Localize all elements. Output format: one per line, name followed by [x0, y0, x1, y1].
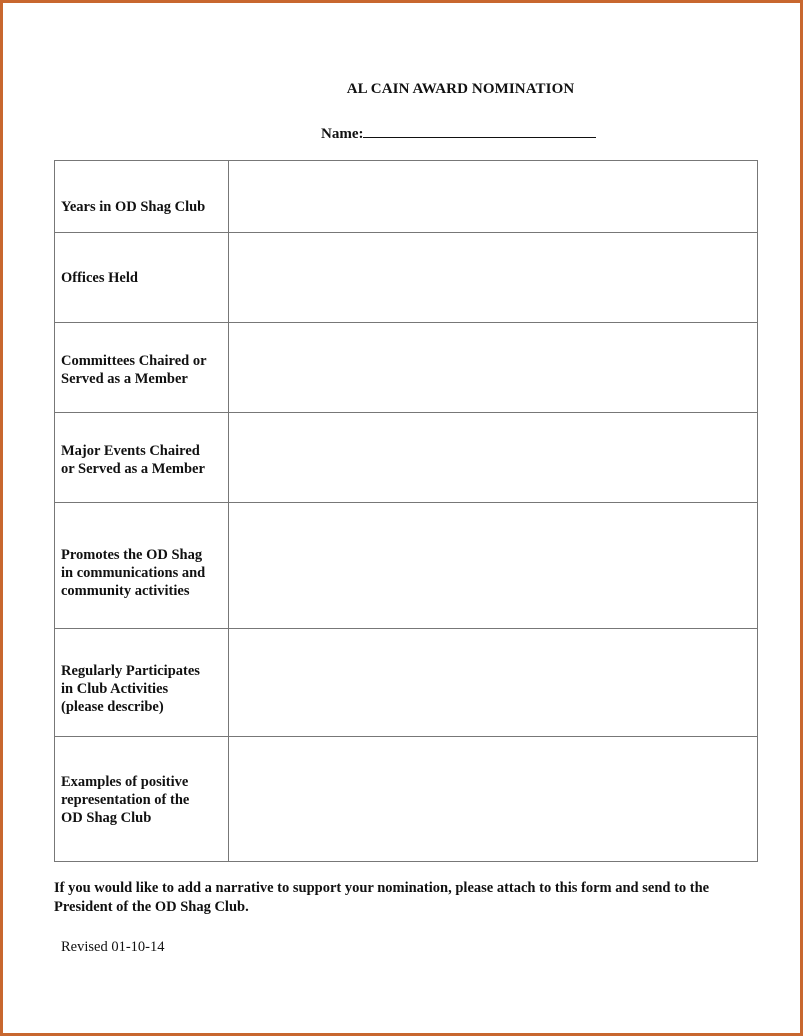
- table-row: [55, 629, 758, 737]
- answer-cell-promotes[interactable]: [229, 503, 758, 629]
- row-label-offices: Offices Held: [61, 270, 138, 286]
- answer-cell-examples[interactable]: [229, 737, 758, 862]
- nomination-table: [54, 160, 758, 862]
- row-label-promotes: Promotes the OD Shag in communications and community activities: [61, 546, 206, 599]
- revision-date: Revised 01-10-14: [61, 939, 165, 955]
- answer-cell-participates[interactable]: [229, 629, 758, 737]
- form-title: AL CAIN AWARD NOMINATION: [346, 81, 575, 97]
- name-field: [321, 124, 596, 143]
- row-label-cell: [55, 161, 229, 233]
- answer-cell-years[interactable]: [229, 161, 758, 233]
- row-label-events: Major Events Chaired or Served as a Member: [61, 442, 205, 477]
- row-label-participates: Regularly Participates in Club Activities (please describe): [61, 662, 200, 715]
- row-label-cell: [55, 503, 229, 629]
- row-label-cell: [55, 323, 229, 413]
- table-row: [55, 233, 758, 323]
- table-row: [55, 413, 758, 503]
- row-label-examples: Examples of positive representation of the OD Shag Club: [61, 774, 190, 826]
- name-blank-line[interactable]: [363, 124, 596, 138]
- table-row: [55, 737, 758, 862]
- row-label-years: Years in OD Shag Club: [61, 198, 206, 215]
- answer-cell-offices[interactable]: [229, 233, 758, 323]
- name-label: Name:: [321, 126, 364, 142]
- row-label-cell: [55, 629, 229, 737]
- table-row: [55, 503, 758, 629]
- narrative-note: If you would like to add a narrative to support your nomination, please attach to this form and send to the President of the OD Shag Club.: [54, 880, 710, 915]
- row-label-cell: [55, 413, 229, 503]
- answer-cell-committees[interactable]: [229, 323, 758, 413]
- row-label-cell: [55, 233, 229, 323]
- row-label-committees: Committees Chaired or Served as a Member: [61, 352, 207, 387]
- table-row: [55, 323, 758, 413]
- row-label-cell: [55, 737, 229, 862]
- answer-cell-events[interactable]: [229, 413, 758, 503]
- table-row: [55, 161, 758, 233]
